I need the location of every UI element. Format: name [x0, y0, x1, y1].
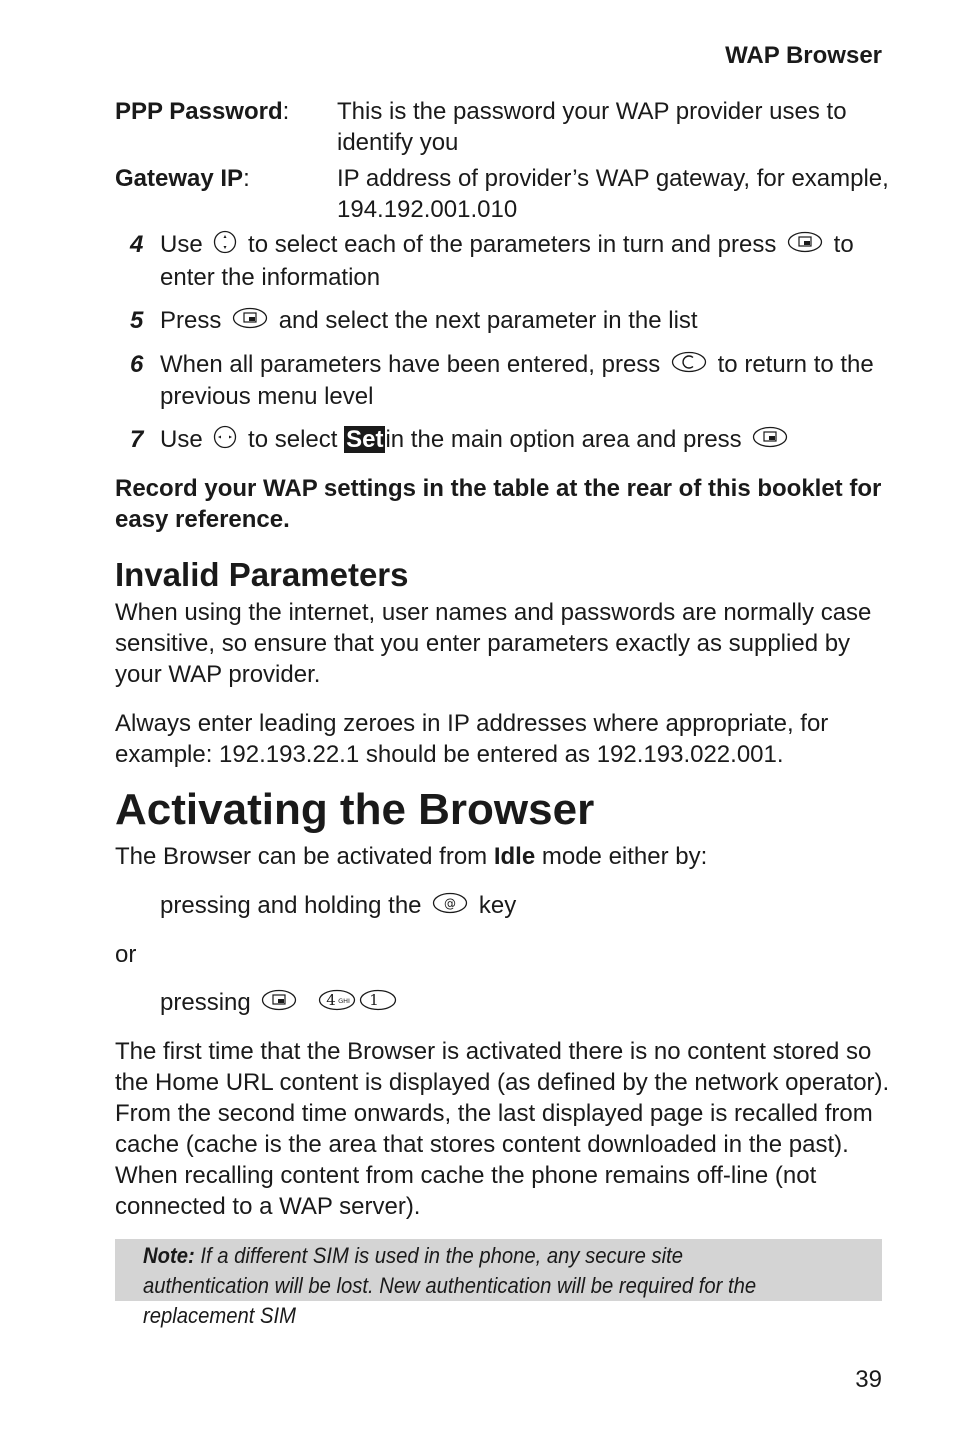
activation-option-2: pressing 4 GHI 1 — [160, 987, 860, 1019]
key-1-icon — [359, 988, 397, 1019]
step-5-text: Press and select the next parameter in the list — [160, 305, 885, 337]
select-key-icon — [752, 425, 788, 456]
step-number-6: 6 — [130, 351, 144, 378]
definition-term-ppp-password: PPP Password: — [115, 98, 290, 125]
section-heading-invalid-parameters: Invalid Parameters — [115, 556, 409, 593]
step-number-4: 4 — [130, 231, 144, 258]
invalid-paragraph-2: Always enter leading zeroes in IP addresses where appropriate, for example: 192.193.22.1 should be entered as 192.193.022.001. — [115, 710, 829, 768]
activation-details-paragraph: The first time that the Browser is activated there is no content stored so the Home URL content is displayed (as defined by the network operator). From the second time onwards, the last displayed page is recalled from cache (cache is the area that stores content downloaded in the past). When recalling content from cache the phone remains off-line (not connected to a WAP server). — [115, 1038, 890, 1220]
definition-desc-gateway-ip: IP address of provider’s WAP gateway, for example, 194.192.001.010 — [337, 165, 889, 223]
clear-c-key-icon — [671, 350, 707, 381]
note-label: Note: — [143, 1243, 195, 1268]
navigation-left-right-icon — [213, 425, 237, 457]
or-text: or — [115, 941, 137, 968]
page-number: 39 — [855, 1366, 882, 1393]
activation-option-1: pressing and holding the @ key — [160, 890, 860, 922]
step-7-text: Use to select Setin the main option area and press — [160, 424, 885, 457]
select-key-icon — [261, 988, 297, 1019]
record-settings-note: Record your WAP settings in the table at the rear of this booklet for easy reference. — [115, 475, 882, 533]
svg-text:GHI: GHI — [338, 997, 350, 1006]
at-key-icon — [432, 891, 468, 922]
definition-desc-ppp-password: This is the password your WAP provider uses to identify you — [337, 98, 847, 156]
note-box — [115, 1239, 882, 1328]
activating-intro: The Browser can be activated from Idle mode either by: — [115, 843, 708, 870]
section-heading-activating-browser: Activating the Browser — [115, 785, 595, 834]
step-6-text: When all parameters have been entered, press to return to the previous menu level — [160, 351, 874, 411]
svg-text:@: @ — [444, 896, 457, 911]
set-option-chip: Set — [346, 426, 384, 453]
svg-text:4: 4 — [326, 991, 336, 1010]
step-number-7: 7 — [130, 426, 144, 453]
definition-term-gateway-ip: Gateway IP: — [115, 165, 250, 192]
key-4-ghi-icon — [318, 988, 356, 1019]
select-key-icon — [232, 306, 268, 337]
invalid-paragraph-1: When using the internet, user names and passwords are normally case sensitive, so ensure that you enter parameters exactly as supplied by your WAP provider. — [115, 599, 872, 688]
navigation-up-down-icon — [213, 230, 237, 262]
running-header: WAP Browser — [725, 42, 882, 69]
select-key-icon — [787, 230, 823, 261]
svg-text:1: 1 — [368, 991, 379, 1010]
step-number-5: 5 — [130, 307, 144, 334]
note-text: Note: If a different SIM is used in the phone, any secure site authentication will be lost. New authentication will be required for the replacement SIM — [143, 1243, 757, 1328]
step-4-text: Use to select each of the parameters in turn and press to enter the information — [160, 231, 854, 291]
